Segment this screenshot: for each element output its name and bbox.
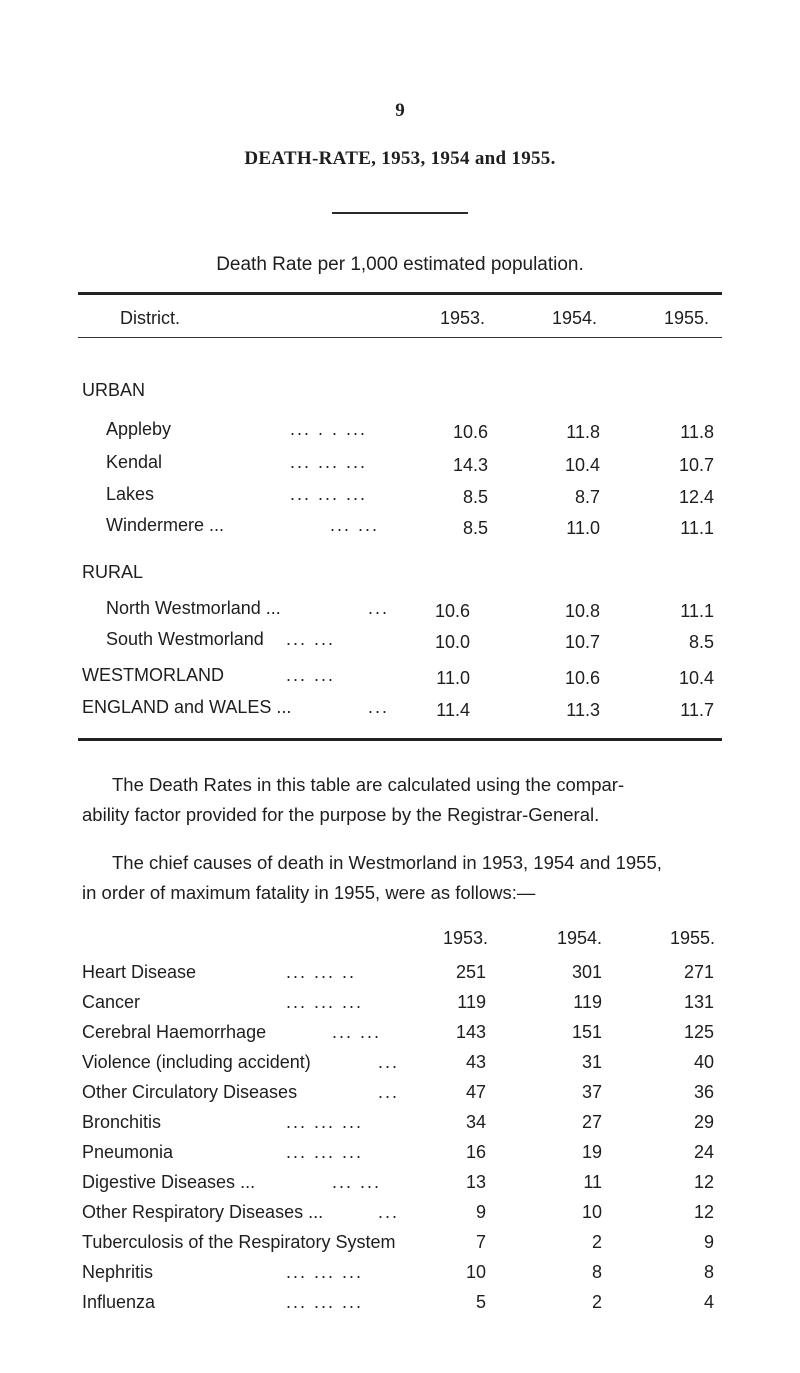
value-1955: 8.5 [688, 632, 714, 652]
value-1953: 43 [465, 1052, 486, 1072]
dot-leader: ... ... ... [286, 1112, 364, 1132]
dot-leader: ... ... [286, 665, 336, 685]
value-1953: 10 [465, 1262, 486, 1282]
cause-name: Violence (including accident) [82, 1052, 311, 1072]
value-1955: 131 [683, 992, 714, 1012]
value-1955: 12 [693, 1172, 714, 1192]
table1-header-1953: 1953. [440, 308, 486, 328]
dot-leader: ... ... ... [286, 992, 364, 1012]
dot-leader: ... ... .. [286, 962, 357, 982]
dot-leader: ... ... [286, 629, 336, 649]
dot-leader: ... ... ... [286, 1262, 364, 1282]
district-name: Kendal [106, 452, 163, 472]
value-1953: 251 [455, 962, 486, 982]
value-1955: 40 [693, 1052, 714, 1072]
table-subtitle: Death Rate per 1,000 estimated population. [216, 254, 584, 275]
cause-name: Influenza [82, 1292, 156, 1312]
value-1953: 14.3 [452, 455, 488, 475]
value-1953: 8.5 [462, 518, 488, 538]
district-name: South Westmorland [106, 629, 264, 649]
value-1955: 29 [693, 1112, 714, 1132]
cause-name: Nephritis [82, 1262, 154, 1282]
cause-name: Cerebral Haemorrhage [82, 1022, 267, 1042]
title-underline [332, 212, 468, 214]
value-1955: 4 [703, 1292, 714, 1312]
rural-label: RURAL [82, 562, 144, 582]
value-1953: 47 [465, 1082, 486, 1102]
value-1955: 24 [693, 1142, 714, 1162]
value-1954: 11.8 [566, 422, 600, 442]
value-1955: 8 [703, 1262, 714, 1282]
value-1954: 10.8 [564, 601, 600, 621]
value-1954: 11 [583, 1172, 602, 1192]
value-1953: 10.6 [434, 601, 470, 621]
dot-leader: ... [378, 1202, 400, 1222]
cause-name: Digestive Diseases ... [82, 1172, 256, 1192]
value-1954: 11.3 [566, 700, 600, 720]
value-1955: 11.1 [680, 518, 714, 538]
value-1955: 12.4 [678, 487, 714, 507]
value-1954: 37 [581, 1082, 602, 1102]
value-1954: 119 [573, 992, 602, 1012]
page-title: DEATH-RATE, 1953, 1954 and 1955. [244, 148, 556, 169]
value-1953: 7 [475, 1232, 486, 1252]
dot-leader: ... ... ... [286, 1142, 364, 1162]
dot-leader: ... ... [330, 515, 380, 535]
dot-leader: ... ... [332, 1022, 382, 1042]
dot-leader: ... ... [332, 1172, 382, 1192]
value-1953: 119 [457, 992, 486, 1012]
value-1954: 10 [581, 1202, 602, 1222]
value-1953: 16 [465, 1142, 486, 1162]
value-1953: 34 [465, 1112, 486, 1132]
cause-name: Other Circulatory Diseases [82, 1082, 298, 1102]
dot-leader: ... [378, 1082, 400, 1102]
table2-header-1955: 1955. [670, 928, 716, 948]
value-1954: 11.0 [566, 518, 600, 538]
district-name: Windermere ... [106, 515, 225, 535]
dot-leader: ... ... ... [290, 484, 368, 504]
value-1953: 143 [455, 1022, 486, 1042]
value-1953: 10.0 [434, 632, 470, 652]
dot-leader: ... ... ... [290, 452, 368, 472]
value-1955: 11.7 [680, 700, 714, 720]
value-1953: 5 [475, 1292, 486, 1312]
district-name: WESTMORLAND [82, 665, 225, 685]
table1-bottom-rule [78, 738, 722, 741]
dot-leader: ... [368, 598, 390, 618]
value-1955: 36 [693, 1082, 714, 1102]
value-1954: 151 [571, 1022, 602, 1042]
cause-name: Other Respiratory Diseases ... [82, 1202, 324, 1222]
value-1953: 13 [465, 1172, 486, 1192]
table2-header-1954: 1954. [557, 928, 603, 948]
value-1953: 11.4 [436, 700, 470, 720]
value-1955: 271 [683, 962, 714, 982]
cause-name: Tuberculosis of the Respiratory System [82, 1232, 396, 1252]
district-name: Lakes [106, 484, 155, 504]
value-1954: 10.7 [564, 632, 600, 652]
dot-leader: ... [368, 697, 390, 717]
note-line: ability factor provided for the purpose by the Registrar-General. [82, 804, 600, 825]
value-1955: 12 [693, 1202, 714, 1222]
value-1955: 11.1 [680, 601, 714, 621]
note-line: The Death Rates in this table are calculated using the compar- [112, 774, 625, 795]
value-1955: 10.4 [678, 668, 714, 688]
page-number: 9 [395, 100, 405, 121]
dot-leader: ... . . ... [290, 419, 368, 439]
cause-name: Heart Disease [82, 962, 197, 982]
value-1955: 10.7 [678, 455, 714, 475]
urban-label: URBAN [82, 380, 146, 400]
table1-header-1955: 1955. [664, 308, 710, 328]
cause-name: Cancer [82, 992, 141, 1012]
note-line: in order of maximum fatality in 1955, were as follows:— [82, 882, 536, 903]
value-1955: 11.8 [680, 422, 714, 442]
value-1954: 27 [581, 1112, 602, 1132]
value-1954: 10.4 [564, 455, 600, 475]
dot-leader: ... [378, 1052, 400, 1072]
table1-header-district: District. [120, 308, 180, 328]
value-1955: 9 [703, 1232, 714, 1252]
value-1954: 31 [581, 1052, 602, 1072]
value-1953: 8.5 [462, 487, 488, 507]
dot-leader: ... ... ... [286, 1292, 364, 1312]
table2-header-1953: 1953. [443, 928, 489, 948]
cause-name: Bronchitis [82, 1112, 162, 1132]
district-name: ENGLAND and WALES ... [82, 697, 292, 717]
value-1954: 2 [591, 1232, 602, 1252]
table1-header-rule [78, 337, 722, 338]
table1-header-1954: 1954. [552, 308, 598, 328]
table1-top-rule [78, 292, 722, 295]
value-1953: 9 [475, 1202, 486, 1222]
note-line: The chief causes of death in Westmorland in 1953, 1954 and 1955, [112, 852, 662, 873]
value-1955: 125 [683, 1022, 714, 1042]
value-1954: 301 [571, 962, 602, 982]
value-1953: 11.0 [436, 668, 470, 688]
value-1953: 10.6 [452, 422, 488, 442]
cause-name: Pneumonia [82, 1142, 174, 1162]
value-1954: 2 [591, 1292, 602, 1312]
value-1954: 8 [591, 1262, 602, 1282]
district-name: North Westmorland ... [106, 598, 281, 618]
district-name: Appleby [106, 419, 172, 439]
value-1954: 8.7 [574, 487, 600, 507]
value-1954: 10.6 [564, 668, 600, 688]
value-1954: 19 [581, 1142, 602, 1162]
